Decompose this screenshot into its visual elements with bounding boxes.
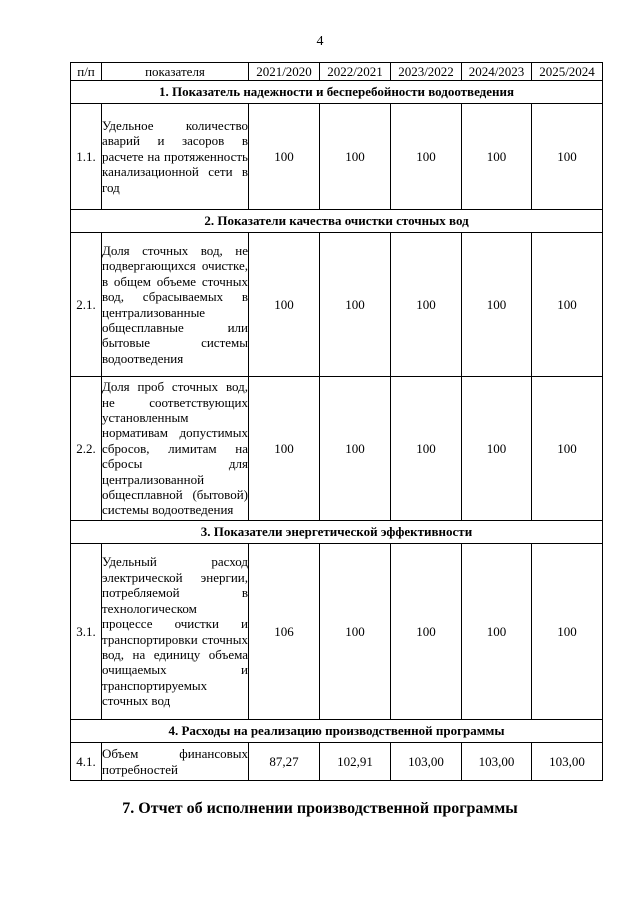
indicators-table <box>70 62 603 781</box>
col-header: 2025/2024 <box>532 63 603 81</box>
row-value: 100 <box>532 233 603 377</box>
row-number: 2.2. <box>71 377 102 521</box>
section-row <box>71 210 603 233</box>
row-value: 100 <box>320 544 391 720</box>
col-header: п/п <box>71 63 102 81</box>
row-number: 3.1. <box>71 544 102 720</box>
row-value: 103,00 <box>532 743 603 781</box>
row-value: 100 <box>391 377 462 521</box>
col-header: показателя <box>102 63 249 81</box>
row-value: 100 <box>532 544 603 720</box>
row-value: 100 <box>391 544 462 720</box>
row-value: 100 <box>462 104 532 210</box>
row-description: Объем финансовых потребностей <box>102 743 249 781</box>
page-number: 4 <box>316 34 324 49</box>
row-value: 100 <box>249 377 320 521</box>
row-value: 100 <box>320 233 391 377</box>
row-value: 103,00 <box>462 743 532 781</box>
row-value: 103,00 <box>391 743 462 781</box>
col-header: 2022/2021 <box>320 63 391 81</box>
row-value: 100 <box>249 233 320 377</box>
row-value: 100 <box>249 104 320 210</box>
col-header: 2023/2022 <box>391 63 462 81</box>
row-value: 100 <box>391 233 462 377</box>
table-header-row <box>71 63 603 81</box>
section-row <box>71 81 603 104</box>
col-header: 2021/2020 <box>249 63 320 81</box>
table-row <box>71 544 603 720</box>
table-row <box>71 743 603 781</box>
section-title: 1. Показатель надежности и бесперебойности водоотведения <box>71 81 603 104</box>
table-row <box>71 104 603 210</box>
row-description: Удельное количество аварий и засоров в расчете на протяженность канализационной сети в год <box>102 104 249 210</box>
row-number: 2.1. <box>71 233 102 377</box>
row-value: 87,27 <box>249 743 320 781</box>
section-title: 3. Показатели энергетической эффективности <box>71 521 603 544</box>
row-value: 100 <box>320 377 391 521</box>
row-value: 100 <box>391 104 462 210</box>
row-description: Удельный расход электрической энергии, потребляемой в технологическом процессе очистки и транспортировки сточных вод, на единицу объема очищаемых и транспортируемых сточных вод <box>102 544 249 720</box>
table-row <box>71 233 603 377</box>
section-row <box>71 720 603 743</box>
section-heading: 7. Отчет об исполнении производственной программы <box>122 800 518 817</box>
row-value: 106 <box>249 544 320 720</box>
row-value: 100 <box>320 104 391 210</box>
section-title: 4. Расходы на реализацию производственной программы <box>71 720 603 743</box>
row-value: 102,91 <box>320 743 391 781</box>
row-number: 1.1. <box>71 104 102 210</box>
table-row <box>71 377 603 521</box>
row-value: 100 <box>462 377 532 521</box>
row-value: 100 <box>462 544 532 720</box>
row-description: Доля проб сточных вод, не соответствующих установленным нормативам допустимых сбросов, лимитам на сбросы для централизованной общесплавной (бытовой) системы водоотведения <box>102 377 249 521</box>
row-value: 100 <box>532 377 603 521</box>
row-value: 100 <box>532 104 603 210</box>
section-row <box>71 521 603 544</box>
section-title: 2. Показатели качества очистки сточных вод <box>71 210 603 233</box>
row-value: 100 <box>462 233 532 377</box>
row-description: Доля сточных вод, не подвергающихся очистке, в общем объеме сточных вод, сбрасываемых в централизованные общесплавные или бытовые системы водоотведения <box>102 233 249 377</box>
row-number: 4.1. <box>71 743 102 781</box>
col-header: 2024/2023 <box>462 63 532 81</box>
